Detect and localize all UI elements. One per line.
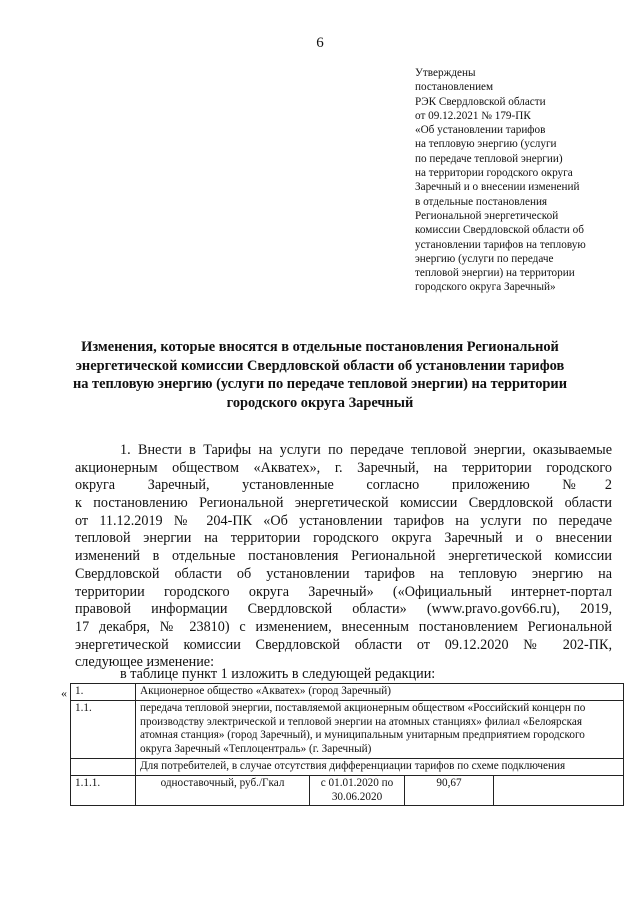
approval-line: Заречный и о внесении изменений (415, 181, 580, 194)
approval-line: «Об установлении тарифов (415, 124, 546, 137)
paragraph-line: акционерным обществом «Акватех», г. Заречный, на территории городского (75, 459, 612, 476)
title-line: городского округа Заречный (226, 394, 414, 411)
approval-line: Утверждены (415, 67, 476, 79)
paragraph-line: территории городского округа Заречный» («Официальный интернет-портал (75, 583, 612, 600)
approval-line: тепловой энергии) на территории (415, 267, 575, 280)
title-line: Изменения, которые вносятся в отдельные постановления Региональной (81, 339, 559, 355)
paragraph-line: 17 декабря, № 23810) с изменением, внесенным постановлением Региональной (75, 618, 612, 635)
approval-line: городского округа Заречный» (415, 281, 556, 294)
paragraph-line: энергетической комиссии Свердловской области от 09.12.2020 № 202-ПК, (75, 636, 612, 653)
paragraph-line: правовой информации Свердловской области» (www.pravo.gov66.ru), 2019, (75, 601, 612, 618)
main-paragraph (75, 442, 612, 672)
approval-line: постановлением (415, 81, 494, 94)
table-row (71, 775, 624, 806)
document-title (60, 338, 580, 412)
tariff-extra (494, 775, 624, 806)
approval-line: энергию (услуги по передаче (415, 252, 554, 265)
approval-block (415, 66, 625, 295)
paragraph-line: от 11.12.2019 № 204-ПК «Об установлении тарифов на услуги по передаче (75, 512, 612, 529)
paragraph-line: тепловой энергии на территории городского округа Заречный и о внесении (75, 530, 612, 547)
title-line: на тепловую энергию (услуги по передаче тепловой энергии) на территории (72, 376, 568, 392)
opening-quote: « (61, 686, 67, 700)
approval-line: комиссии Свердловской области об (415, 224, 584, 237)
approval-line: Региональной энергетической (415, 209, 559, 222)
approval-line: в отдельные постановления (415, 195, 548, 208)
paragraph-line: Свердловской области об установлении тарифов на тепловую энергию на (75, 565, 612, 582)
paragraph-line: изменений в отдельные постановления Региональной энергетической комиссии (75, 548, 612, 565)
organization-name: Акционерное общество «Акватех» (город Заречный) (136, 684, 624, 701)
row-number: 1.1. (71, 700, 136, 758)
empty-cell (71, 758, 136, 775)
table-row (71, 700, 624, 758)
tariff-table (70, 683, 624, 806)
row-number: 1.1.1. (71, 775, 136, 806)
approval-line: от 09.12.2021 № 179-ПК (415, 109, 531, 122)
paragraph-line: 1. Внести в Тарифы на услуги по передаче тепловой энергии, оказываемые (120, 442, 612, 458)
service-description: передача тепловой энергии, поставляемой акционерным обществом «Российский концерн по производству электрической и тепловой энергии на атомных станциях» филиал «Белоярская атомная станция» (город Заречный), и муниципальным унитарным предприятием городского округа Заречный «Теплоцентраль» (г. Заречный) (136, 700, 624, 758)
tariff-type: одноставочный, руб./Гкал (136, 775, 310, 806)
tariff-period: с 01.01.2020 по 30.06.2020 (310, 775, 405, 806)
approval-line: РЭК Свердловской области (415, 95, 546, 108)
paragraph-line: округа Заречный, установленные согласно приложению №2 (75, 477, 612, 494)
approval-line: по передаче тепловой энергии) (415, 152, 563, 165)
approval-line: на территории городского округа (415, 167, 573, 180)
approval-line: установлении тарифов на тепловую (415, 238, 586, 251)
consumer-note: Для потребителей, в случае отсутствия дифференциации тарифов по схеме подключения (136, 758, 624, 775)
paragraph-line: к постановлению Региональной энергетической комиссии Свердловской области (75, 495, 612, 512)
table-row (71, 758, 624, 775)
approval-line: на тепловую энергию (услуги (415, 138, 557, 151)
title-line: энергетической комиссии Свердловской области об установлении тарифов (75, 357, 565, 374)
table-intro: в таблице пункт 1 изложить в следующей редакции: (120, 666, 436, 682)
row-number: 1. (71, 684, 136, 701)
page-number: 6 (316, 35, 324, 51)
table-row (71, 684, 624, 701)
paragraph-line: следующее изменение: (75, 654, 215, 671)
tariff-value: 90,67 (405, 775, 494, 806)
